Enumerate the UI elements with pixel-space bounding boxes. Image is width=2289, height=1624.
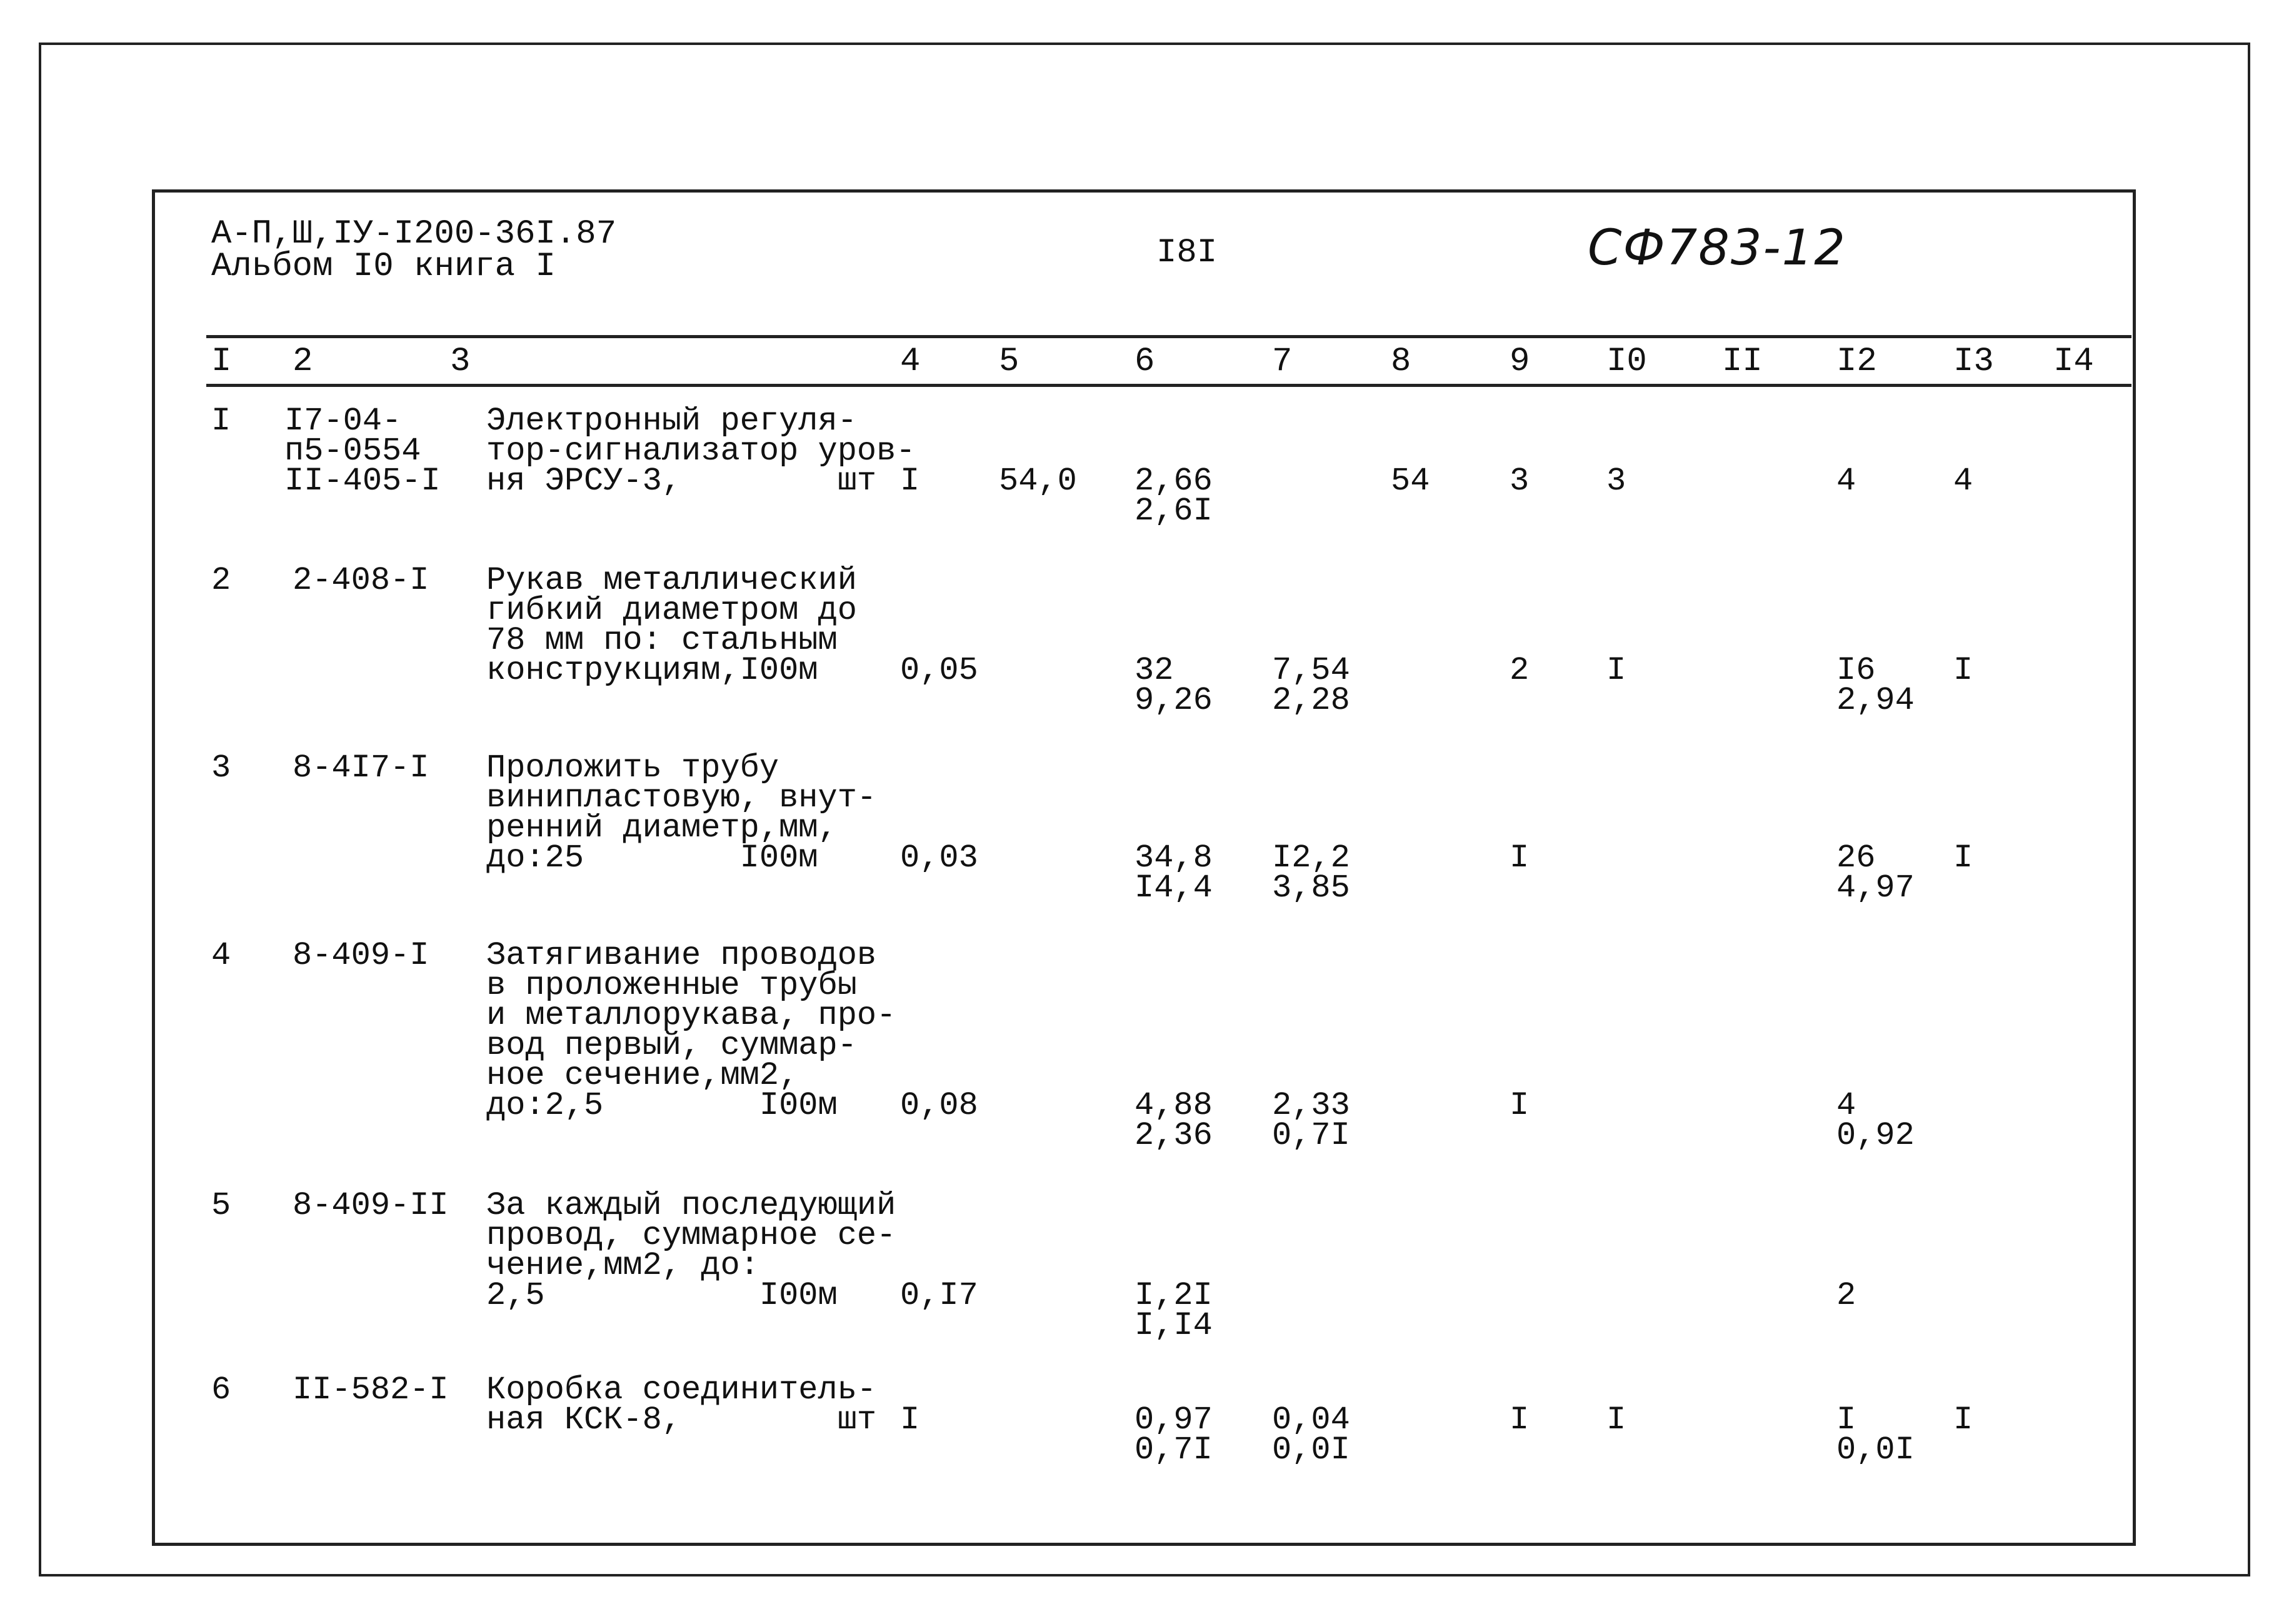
position-code: 8-409-II — [293, 1187, 449, 1224]
column-number-9: 9 — [1510, 343, 1530, 381]
work-description: За каждый последующий провод, суммарное се- чение,мм2, до: 2,5 I00м — [486, 1187, 896, 1314]
position-code: 8-409-I — [293, 937, 429, 974]
col-8-value: 54 — [1391, 463, 1430, 499]
col-10-value: I — [1606, 652, 1626, 689]
row-number: I — [211, 403, 231, 439]
document-code: А-П,Ш,IУ-I200-36I.87 — [211, 215, 617, 253]
col-12-value: 2 — [1836, 1277, 1856, 1314]
col-9-value: I — [1510, 1087, 1530, 1124]
col-12-value: I6 2,94 — [1836, 652, 1915, 719]
work-description: Рукав металлический гибкий диаметром до 78 мм по: стальным конструкциям,I00м — [486, 562, 857, 689]
col-9-value: 3 — [1510, 463, 1530, 499]
col-10-value: I — [1606, 1401, 1626, 1438]
work-description: Проложить трубу винипластовую, внут- ренний диаметр,мм, до:25 I00м — [486, 749, 877, 876]
col-12-value: 26 4,97 — [1836, 840, 1915, 906]
col-12-value: I 0,0I — [1836, 1401, 1915, 1468]
row-number: 2 — [211, 562, 231, 599]
col-9-value: I — [1510, 1401, 1530, 1438]
col-6-value: 0,97 0,7I — [1134, 1401, 1213, 1468]
column-number-7: 7 — [1272, 343, 1293, 381]
col-6-value: 32 9,26 — [1134, 652, 1213, 719]
col-4-value: I — [900, 463, 920, 499]
column-number-2: 2 — [293, 343, 313, 381]
col-6-value: 34,8 I4,4 — [1134, 840, 1213, 906]
row-number: 5 — [211, 1187, 231, 1224]
column-number-3: 3 — [450, 343, 471, 381]
col-13-value: I — [1953, 652, 1973, 689]
col-4-value: 0,03 — [900, 840, 978, 876]
album-label: Альбом I0 книга I — [211, 248, 556, 286]
col-13-value: 4 — [1953, 463, 1973, 499]
col-6-value: 4,88 2,36 — [1134, 1087, 1213, 1154]
row-number: 4 — [211, 937, 231, 974]
column-number-1: I — [211, 343, 232, 381]
column-number-14: I4 — [2053, 343, 2094, 381]
work-description: Затягивание проводов в проложенные трубы и металлорукава, про- вод первый, суммар- ное сечение,мм2, до:2,5 I00м — [486, 937, 896, 1124]
column-number-5: 5 — [999, 343, 1019, 381]
col-13-value: I — [1953, 840, 1973, 876]
position-code: II-582-I — [293, 1371, 449, 1408]
col-5-value: 54,0 — [999, 463, 1077, 499]
row-number: 3 — [211, 749, 231, 786]
col-12-value: 4 0,92 — [1836, 1087, 1915, 1154]
page-number: I8I — [1156, 234, 1218, 272]
col-9-value: I — [1510, 840, 1530, 876]
col-4-value: 0,08 — [900, 1087, 978, 1124]
col-13-value: I — [1953, 1401, 1973, 1438]
position-code: I7-04- п5-0554 II-405-I — [284, 403, 441, 499]
column-number-8: 8 — [1391, 343, 1411, 381]
col-6-value: I,2I I,I4 — [1134, 1277, 1213, 1344]
col-4-value: I — [900, 1401, 920, 1438]
header-bottom-rule — [206, 384, 2131, 387]
column-number-11: II — [1722, 343, 1763, 381]
col-12-value: 4 — [1836, 463, 1856, 499]
col-7-value: 7,54 2,28 — [1272, 652, 1350, 719]
work-description: Электронный регуля- тор-сигнализатор уров- ня ЭРСУ-3, шт — [486, 403, 916, 499]
work-description: Коробка соединитель- ная КСК-8, шт — [486, 1371, 877, 1438]
col-4-value: 0,05 — [900, 652, 978, 689]
column-number-4: 4 — [900, 343, 921, 381]
col-7-value: 0,04 0,0I — [1272, 1401, 1350, 1468]
column-number-6: 6 — [1134, 343, 1155, 381]
col-6-value: 2,66 2,6I — [1134, 463, 1213, 529]
position-code: 2-408-I — [293, 562, 429, 599]
column-number-10: I0 — [1606, 343, 1647, 381]
position-code: 8-4I7-I — [293, 749, 429, 786]
col-4-value: 0,I7 — [900, 1277, 978, 1314]
header-top-rule — [206, 335, 2131, 338]
column-number-13: I3 — [1953, 343, 1994, 381]
row-number: 6 — [211, 1371, 231, 1408]
sheet-stamp: СФ783-12 — [1588, 220, 1846, 276]
col-10-value: 3 — [1606, 463, 1626, 499]
col-7-value: 2,33 0,7I — [1272, 1087, 1350, 1154]
col-9-value: 2 — [1510, 652, 1530, 689]
column-number-12: I2 — [1836, 343, 1877, 381]
col-7-value: I2,2 3,85 — [1272, 840, 1350, 906]
